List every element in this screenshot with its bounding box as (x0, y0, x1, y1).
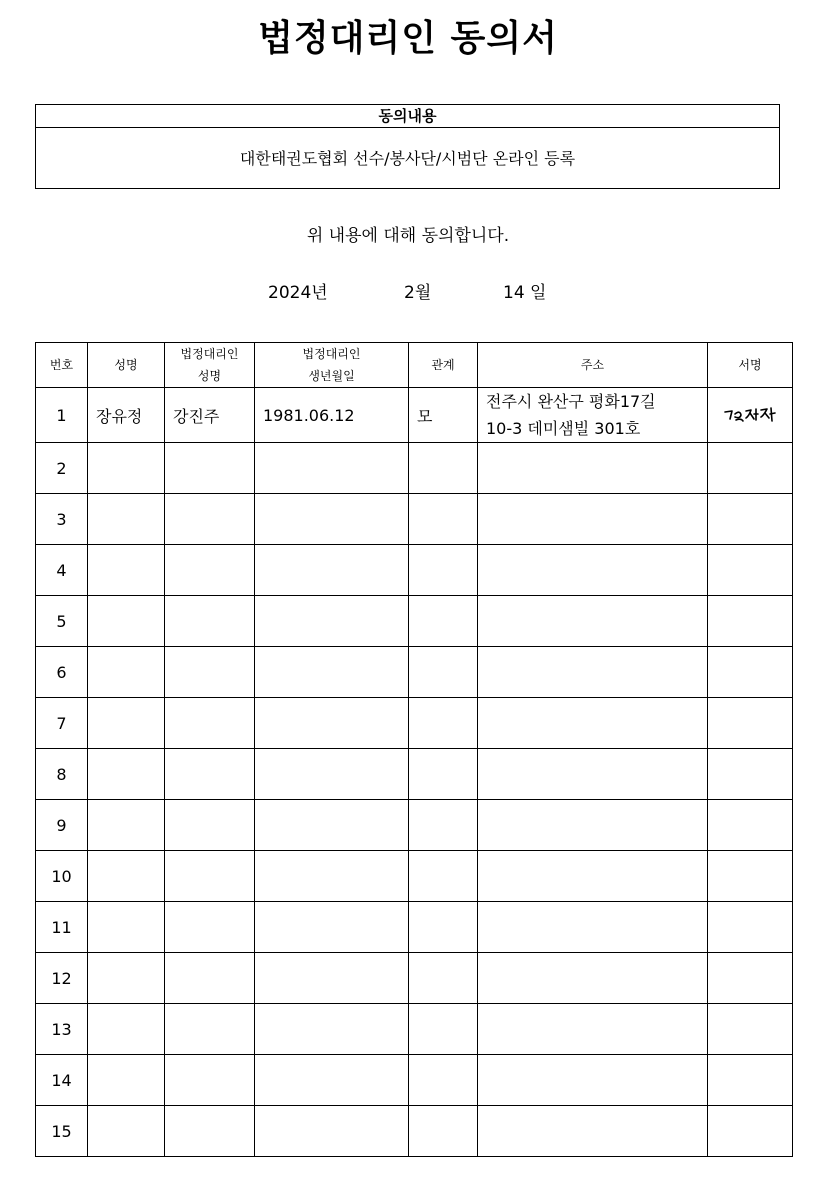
cell-number: 3 (36, 494, 88, 545)
address-line2: 10-3 데미샘빌 301호 (486, 419, 641, 438)
cell-name (88, 494, 165, 545)
cell-guardian-name (165, 1055, 255, 1106)
cell-guardian-name (165, 851, 255, 902)
table-row (36, 443, 793, 494)
cell-signature (708, 1004, 793, 1055)
cell-relation (409, 443, 478, 494)
cell-address (478, 596, 708, 647)
table-row (36, 1004, 793, 1055)
cell-name (88, 800, 165, 851)
cell-signature (708, 749, 793, 800)
handwritten-signature-icon (721, 402, 779, 428)
cell-guardian-name (165, 443, 255, 494)
header-guardian-birth (255, 343, 409, 388)
cell-name (88, 953, 165, 1004)
agreement-statement: 위 내용에 대해 동의합니다. (306, 226, 510, 246)
cell-guardian-birth (255, 953, 409, 1004)
cell-address (478, 1106, 708, 1157)
cell-name (88, 698, 165, 749)
table-row (36, 902, 793, 953)
cell-guardian-birth (255, 698, 409, 749)
cell-guardian-name (165, 647, 255, 698)
cell-guardian-birth (255, 596, 409, 647)
cell-address (478, 443, 708, 494)
table-row (36, 1106, 793, 1157)
header-address: 주소 (478, 343, 708, 388)
header-guardian-name-line2: 성명 (197, 369, 222, 383)
cell-guardian-name (165, 545, 255, 596)
cell-guardian-name (165, 953, 255, 1004)
cell-name (88, 647, 165, 698)
cell-guardian-birth (255, 443, 409, 494)
table-row (36, 647, 793, 698)
cell-number: 2 (36, 443, 88, 494)
cell-relation (409, 800, 478, 851)
cell-number: 12 (36, 953, 88, 1004)
cell-relation (409, 647, 478, 698)
cell-address (478, 851, 708, 902)
header-guardian-name-line1: 법정대리인 (180, 347, 239, 361)
cell-signature (708, 800, 793, 851)
cell-relation (409, 1055, 478, 1106)
date-day: 14 일 (503, 283, 547, 303)
table-row (36, 596, 793, 647)
cell-address (478, 1004, 708, 1055)
cell-number: 1 (36, 388, 88, 443)
cell-address (478, 1055, 708, 1106)
cell-name (88, 851, 165, 902)
cell-guardian-name: 강진주 (165, 388, 255, 443)
cell-relation (409, 953, 478, 1004)
cell-guardian-birth (255, 902, 409, 953)
guardian-consent-table (35, 342, 793, 1157)
header-guardian-name (165, 343, 255, 388)
consent-box (35, 104, 780, 189)
cell-address (478, 749, 708, 800)
cell-number: 5 (36, 596, 88, 647)
cell-number: 14 (36, 1055, 88, 1106)
cell-name (88, 1106, 165, 1157)
cell-address (478, 953, 708, 1004)
cell-name (88, 1055, 165, 1106)
header-number: 번호 (36, 343, 88, 388)
table-row (36, 851, 793, 902)
cell-number: 11 (36, 902, 88, 953)
cell-relation (409, 596, 478, 647)
cell-name: 장유정 (88, 388, 165, 443)
cell-address (478, 494, 708, 545)
cell-guardian-name (165, 1106, 255, 1157)
cell-address (478, 388, 708, 443)
cell-address (478, 545, 708, 596)
cell-address (478, 902, 708, 953)
cell-guardian-birth (255, 545, 409, 596)
cell-relation (409, 902, 478, 953)
header-name: 성명 (88, 343, 165, 388)
cell-relation (409, 1106, 478, 1157)
table-row (36, 545, 793, 596)
cell-number: 7 (36, 698, 88, 749)
cell-guardian-name (165, 596, 255, 647)
cell-signature (708, 596, 793, 647)
cell-number: 10 (36, 851, 88, 902)
header-guardian-birth-line1: 법정대리인 (302, 347, 361, 361)
table-header-row (36, 343, 793, 388)
cell-name (88, 749, 165, 800)
cell-guardian-birth (255, 1004, 409, 1055)
header-guardian-birth-line2: 생년월일 (308, 369, 355, 383)
cell-number: 13 (36, 1004, 88, 1055)
cell-signature (708, 388, 793, 443)
cell-guardian-birth (255, 1055, 409, 1106)
cell-number: 9 (36, 800, 88, 851)
cell-name (88, 1004, 165, 1055)
cell-signature (708, 494, 793, 545)
cell-number: 8 (36, 749, 88, 800)
cell-number: 15 (36, 1106, 88, 1157)
cell-relation (409, 494, 478, 545)
consent-header: 동의내용 (36, 105, 779, 128)
cell-signature (708, 545, 793, 596)
cell-signature (708, 851, 793, 902)
document-title: 법정대리인 동의서 (258, 18, 558, 59)
cell-address (478, 800, 708, 851)
header-relation: 관계 (409, 343, 478, 388)
cell-guardian-birth (255, 800, 409, 851)
table-row (36, 494, 793, 545)
signature-date (0, 278, 816, 302)
cell-guardian-birth (255, 851, 409, 902)
table-row (36, 698, 793, 749)
cell-guardian-birth (255, 749, 409, 800)
cell-signature (708, 1055, 793, 1106)
cell-guardian-birth: 1981.06.12 (255, 388, 409, 443)
cell-name (88, 596, 165, 647)
cell-name (88, 545, 165, 596)
cell-guardian-name (165, 494, 255, 545)
table-row (36, 749, 793, 800)
cell-signature (708, 902, 793, 953)
cell-name (88, 443, 165, 494)
cell-number: 4 (36, 545, 88, 596)
table-row (36, 953, 793, 1004)
cell-number: 6 (36, 647, 88, 698)
cell-relation (409, 698, 478, 749)
table-row (36, 800, 793, 851)
header-signature: 서명 (708, 343, 793, 388)
consent-content: 대한태권도협회 선수/봉사단/시범단 온라인 등록 (239, 149, 576, 168)
table-row (36, 388, 793, 443)
cell-signature (708, 647, 793, 698)
cell-relation (409, 749, 478, 800)
cell-signature (708, 953, 793, 1004)
table-row (36, 1055, 793, 1106)
cell-address (478, 647, 708, 698)
cell-guardian-name (165, 749, 255, 800)
cell-signature (708, 443, 793, 494)
cell-address (478, 698, 708, 749)
cell-guardian-name (165, 698, 255, 749)
cell-signature (708, 698, 793, 749)
cell-guardian-birth (255, 494, 409, 545)
cell-relation (409, 545, 478, 596)
date-year: 2024년 (268, 283, 328, 303)
cell-guardian-birth (255, 1106, 409, 1157)
cell-relation (409, 1004, 478, 1055)
cell-guardian-birth (255, 647, 409, 698)
cell-guardian-name (165, 1004, 255, 1055)
cell-relation: 모 (409, 388, 478, 443)
cell-guardian-name (165, 902, 255, 953)
cell-guardian-name (165, 800, 255, 851)
cell-relation (409, 851, 478, 902)
address-line1: 전주시 완산구 평화17길 (486, 392, 656, 411)
cell-name (88, 902, 165, 953)
date-month: 2월 (404, 283, 432, 303)
cell-signature (708, 1106, 793, 1157)
